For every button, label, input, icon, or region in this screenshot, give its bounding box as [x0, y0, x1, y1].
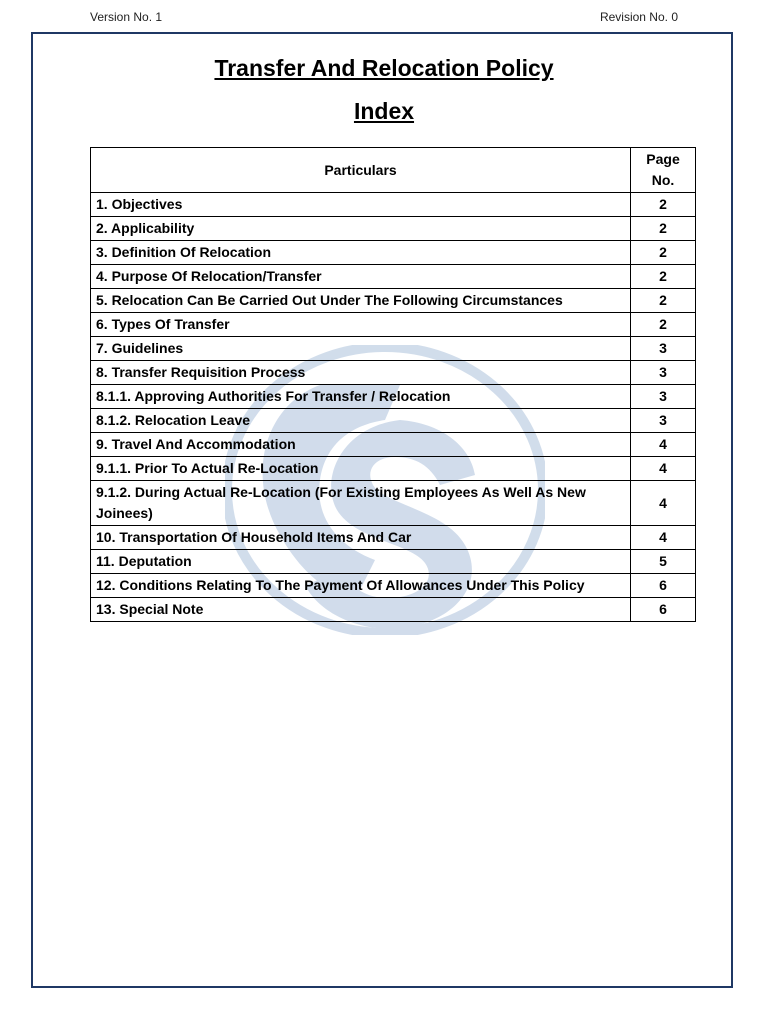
table-row	[91, 574, 696, 598]
row-label: 7. Guidelines	[91, 337, 631, 361]
row-label: 8. Transfer Requisition Process	[91, 361, 631, 385]
table-row	[91, 361, 696, 385]
row-label: 5. Relocation Can Be Carried Out Under The Following Circumstances	[91, 289, 631, 313]
row-label: 8.1.1. Approving Authorities For Transfer / Relocation	[91, 385, 631, 409]
row-label: 2. Applicability	[91, 217, 631, 241]
table-row	[91, 550, 696, 574]
row-label: 10. Transportation Of Household Items And Car	[91, 526, 631, 550]
row-label: 1. Objectives	[91, 193, 631, 217]
row-page-number: 5	[631, 550, 696, 574]
row-page-number: 3	[631, 385, 696, 409]
row-page-number: 4	[631, 433, 696, 457]
index-heading: Index	[353, 98, 415, 124]
row-label: 11. Deputation	[91, 550, 631, 574]
row-label: 3. Definition Of Relocation	[91, 241, 631, 265]
row-page-number: 6	[631, 574, 696, 598]
page-no-header-line2: No.	[651, 172, 675, 188]
row-page-number: 3	[631, 337, 696, 361]
table-row	[91, 457, 696, 481]
table-row	[91, 193, 696, 217]
table-row	[91, 337, 696, 361]
row-label: 13. Special Note	[91, 598, 631, 622]
table-row	[91, 217, 696, 241]
index-table	[90, 147, 696, 622]
row-label: 9.1.2. During Actual Re-Location (For Existing Employees As Well As New Joinees)	[91, 481, 631, 526]
page-no-header	[631, 148, 696, 193]
table-row	[91, 313, 696, 337]
document-title: Transfer And Relocation Policy	[214, 55, 554, 81]
row-page-number: 3	[631, 409, 696, 433]
row-page-number: 4	[631, 526, 696, 550]
table-row	[91, 385, 696, 409]
table-row	[91, 241, 696, 265]
version-number: Version No. 1	[90, 10, 163, 24]
row-page-number: 6	[631, 598, 696, 622]
particulars-header: Particulars	[91, 148, 631, 193]
row-label: 4. Purpose Of Relocation/Transfer	[91, 265, 631, 289]
row-page-number: 4	[631, 457, 696, 481]
row-page-number: 4	[631, 481, 696, 526]
row-page-number: 3	[631, 361, 696, 385]
row-label: 6. Types Of Transfer	[91, 313, 631, 337]
table-row	[91, 481, 696, 526]
table-header-row	[91, 148, 696, 193]
table-row	[91, 526, 696, 550]
row-label: 12. Conditions Relating To The Payment Of Allowances Under This Policy	[91, 574, 631, 598]
table-row	[91, 433, 696, 457]
table-row	[91, 265, 696, 289]
row-page-number: 2	[631, 265, 696, 289]
row-page-number: 2	[631, 241, 696, 265]
revision-number: Revision No. 0	[599, 10, 678, 24]
row-page-number: 2	[631, 289, 696, 313]
page-no-header-line1: Page	[646, 151, 680, 167]
row-label: 9.1.1. Prior To Actual Re-Location	[91, 457, 631, 481]
row-page-number: 2	[631, 193, 696, 217]
table-row	[91, 289, 696, 313]
table-row	[91, 409, 696, 433]
row-page-number: 2	[631, 313, 696, 337]
table-row	[91, 598, 696, 622]
row-label: 9. Travel And Accommodation	[91, 433, 631, 457]
row-page-number: 2	[631, 217, 696, 241]
row-label: 8.1.2. Relocation Leave	[91, 409, 631, 433]
